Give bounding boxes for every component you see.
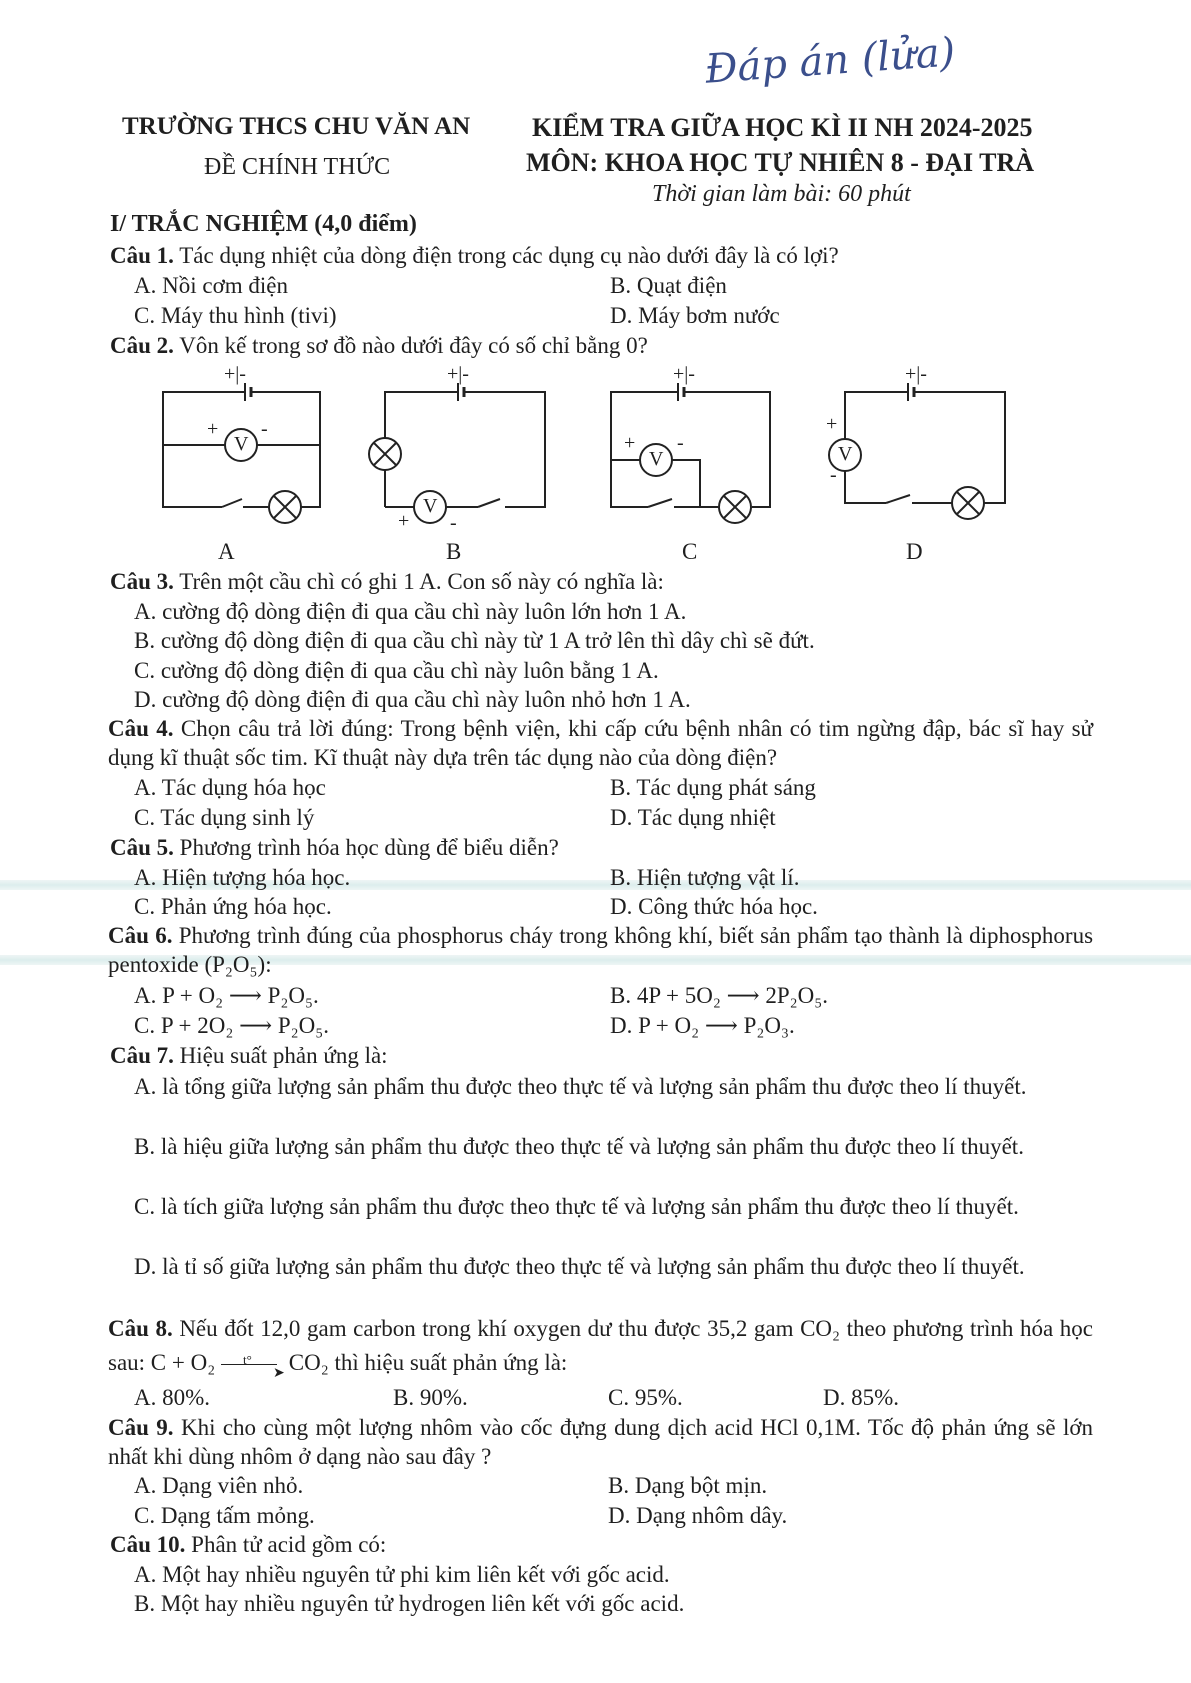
question-9: Câu 9. Khi cho cùng một lượng nhôm vào cốc đựng dung dịch acid HCl 0,1M. Tốc độ phản ứng sẽ lớn nhất khi dùng nhôm ở dạng nào sau đây ?	[108, 1415, 1094, 1469]
circuit-d	[829, 383, 1005, 519]
question-2: Câu 2. Vôn kế trong sơ đồ nào dưới đây có số chỉ bằng 0?	[110, 333, 648, 358]
section-title: I/ TRẮC NGHIỆM (4,0 điểm)	[110, 211, 417, 237]
battery-label: +|-	[447, 363, 469, 385]
minus-sign: -	[261, 418, 268, 440]
option: A. Một hay nhiều nguyên tử phi kim liên kết với gốc acid.	[134, 1562, 670, 1587]
minus-sign: -	[677, 432, 684, 454]
handwritten-note: Đáp án (lửa)	[703, 29, 957, 93]
plus-sign: +	[207, 418, 219, 440]
circuit-label-d: D	[906, 539, 923, 564]
option: D. P + O₂ ⟶ P₂O₃.	[610, 1013, 795, 1038]
option: B. Hiện tượng vật lí.	[610, 865, 800, 890]
option: C. Dạng tấm mỏng.	[134, 1503, 315, 1528]
question-6: Câu 6. Phương trình đúng của phosphorus cháy trong không khí, biết sản phẩm tạo thành là diphosphorus pentoxide (P₂O₅):	[108, 923, 1094, 977]
plus-sign: +	[624, 432, 636, 454]
option: D. Công thức hóa học.	[610, 894, 818, 919]
option: B. Quạt điện	[610, 273, 727, 298]
question-10: Câu 10. Phân tử acid gồm có:	[110, 1532, 387, 1557]
battery-label: +|-	[673, 363, 695, 385]
school-name: TRƯỜNG THCS CHU VĂN AN	[122, 113, 471, 140]
question-1: Câu 1. Tác dụng nhiệt của dòng điện trong các dụng cụ nào dưới đây là có lợi?	[110, 243, 839, 268]
option: C. Tác dụng sinh lý	[134, 805, 315, 830]
minus-sign: -	[450, 512, 457, 534]
option: A. Tác dụng hóa học	[134, 775, 326, 800]
plus-sign: +	[398, 510, 410, 532]
option: D. là tỉ số giữa lượng sản phẩm thu được theo thực tế và lượng sản phẩm thu được theo lí thuyết.	[134, 1254, 1025, 1279]
question-5: Câu 5. Phương trình hóa học dùng để biểu diễn?	[110, 835, 559, 860]
option: D. Tác dụng nhiệt	[610, 805, 776, 830]
option: B. Tác dụng phát sáng	[610, 775, 816, 800]
option: C. Máy thu hình (tivi)	[134, 303, 337, 328]
circuit-label-a: A	[218, 539, 235, 564]
option: A. P + O₂ ⟶ P₂O₅.	[134, 983, 319, 1008]
option: A. cường độ dòng điện đi qua cầu chì này luôn lớn hơn 1 A.	[134, 599, 687, 624]
battery-label: +|-	[224, 363, 246, 385]
option: C. cường độ dòng điện đi qua cầu chì này luôn bằng 1 A.	[134, 658, 659, 683]
plus-sign: +	[826, 413, 838, 435]
circuit-label-b: B	[446, 539, 462, 564]
option: C. là tích giữa lượng sản phẩm thu được theo thực tế và lượng sản phẩm thu được theo lí thuyết.	[134, 1194, 1019, 1219]
circuit-label-c: C	[682, 539, 698, 564]
option: B. 90%.	[393, 1385, 468, 1410]
option: A. Dạng viên nhỏ.	[134, 1473, 304, 1498]
subject-title: MÔN: KHOA HỌC TỰ NHIÊN 8 - ĐẠI TRÀ	[526, 148, 1034, 177]
option: D. 85%.	[823, 1385, 900, 1410]
option: C. P + 2O₂ ⟶ P₂O₅.	[134, 1013, 330, 1038]
voltmeter-label: V	[234, 433, 249, 455]
exam-title: KIỂM TRA GIỮA HỌC KÌ II NH 2024-2025	[532, 113, 1033, 142]
reaction-arrow: t° ➤	[221, 1357, 283, 1373]
voltmeter-label: V	[838, 443, 853, 465]
duration: Thời gian làm bài: 60 phút	[652, 181, 911, 207]
option: B. Một hay nhiều nguyên tử hydrogen liên kết với gốc acid.	[134, 1591, 685, 1616]
option: B. Dạng bột mịn.	[608, 1473, 768, 1498]
circuit-diagrams	[0, 365, 1191, 565]
question-3: Câu 3. Trên một cầu chì có ghi 1 A. Con số này có nghĩa là:	[110, 569, 664, 594]
question-7: Câu 7. Hiệu suất phản ứng là:	[110, 1043, 388, 1068]
option: A. là tổng giữa lượng sản phẩm thu được theo thực tế và lượng sản phẩm thu được theo lí thuyết.	[134, 1074, 1027, 1099]
option: B. cường độ dòng điện đi qua cầu chì này từ 1 A trở lên thì dây chì sẽ đứt.	[134, 628, 815, 653]
option: B. là hiệu giữa lượng sản phẩm thu được theo thực tế và lượng sản phẩm thu được theo lí thuyết.	[134, 1134, 1024, 1159]
voltmeter-label: V	[423, 495, 438, 517]
option: D. Dạng nhôm dây.	[608, 1503, 788, 1528]
official-label: ĐỀ CHÍNH THỨC	[204, 154, 391, 180]
voltmeter-label: V	[649, 448, 664, 470]
option: D. cường độ dòng điện đi qua cầu chì này luôn nhỏ hơn 1 A.	[134, 687, 691, 712]
question-4: Câu 4. Chọn câu trả lời đúng: Trong bệnh viện, khi cấp cứu bệnh nhân có tim ngừng đập, bác sĩ hay sử dụng kĩ thuật sốc tim. Kĩ thuật này dựa trên tác dụng nào của dòng điện?	[108, 716, 1093, 770]
option: A. 80%.	[134, 1385, 211, 1410]
battery-label: +|-	[905, 363, 927, 385]
option: A. Nồi cơm điện	[134, 273, 288, 298]
option: B. 4P + 5O₂ ⟶ 2P₂O₅.	[610, 983, 829, 1008]
option: C. 95%.	[608, 1385, 683, 1410]
question-8: Câu 8. Nếu đốt 12,0 gam carbon trong khí oxygen dư thu được 35,2 gam CO₂ theo phương trình hóa học sau: C + O₂ t° ➤ CO₂ thì hiệu suất phản ứng là:	[108, 1316, 1093, 1381]
option: C. Phản ứng hóa học.	[134, 894, 332, 919]
option: A. Hiện tượng hóa học.	[134, 865, 351, 890]
minus-sign: -	[830, 464, 837, 486]
option: D. Máy bơm nước	[610, 303, 780, 328]
circuit-b	[369, 383, 545, 523]
